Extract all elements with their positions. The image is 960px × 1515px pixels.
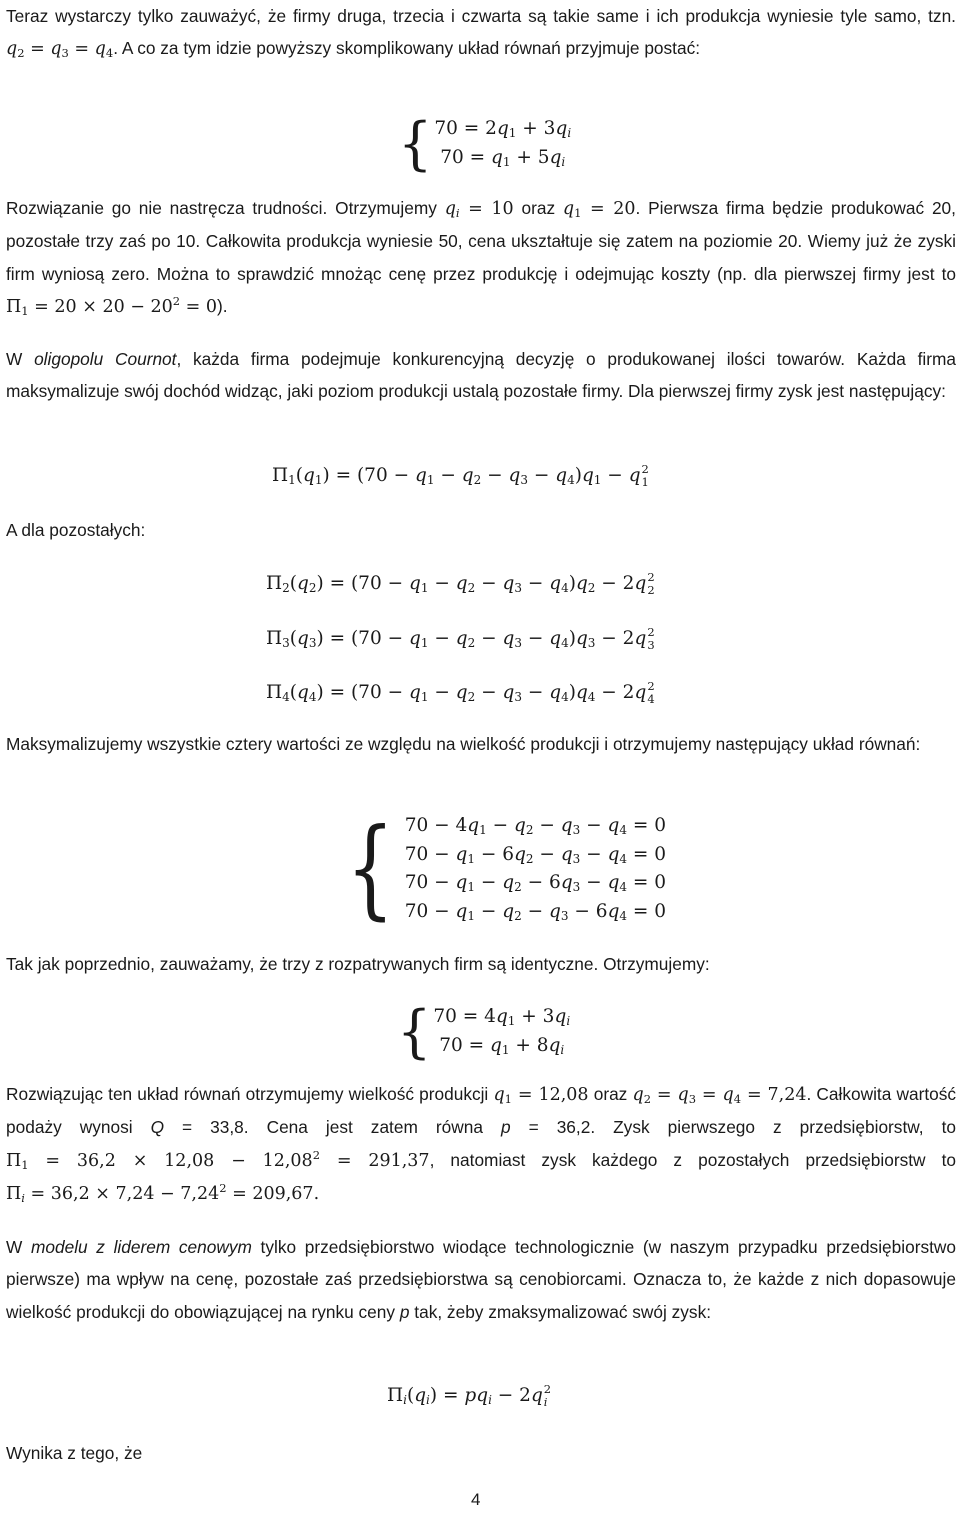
label-for-others: A dla pozostałych: (6, 520, 146, 540)
paragraph-firms-equal: Teraz wystarczy tylko zauważyć, że firmy druga, trzecia i czwarta są takie same i ich produkcja wyniesie tyle samo, tzn. $q_2 = q_3 = q_4$. A co za tym idzie powyższy skomplikowany układ równań przyjmuje postać: (6, 6, 956, 61)
equation-profit-first: $\Pi_1 = 36,2 \times 12,08 - 12,08^2 = 291,37$ (6, 1147, 430, 1172)
paragraph-cournot: W oligopolu Cournot, każda firma podejmuje konkurencyjną decyzję o produkowanej ilości towarów. Każda firma maksymalizuje swój dochód widząc, jaki poziom produkcji ustalą pozostałe firmy. Dla pierwszej firmy zysk jest następujący: (6, 349, 956, 402)
equation-profit-firm-1: $\Pi_1(q_1) = (70 - q_1 - q_2 - q_3 - q_4)q_1 - q$ 2 1 (272, 462, 649, 490)
equation-system-3 (397, 1000, 570, 1063)
equation-profit-1: $\Pi_1 = 20 \times 20 - 20^2 = 0$ (6, 293, 218, 318)
equation-profit-others: $\Pi_i = 36,2 \times 7,24 - 7,24^2 = 209,67$. (6, 1180, 320, 1205)
paragraph-solution-1: Rozwiązanie go nie nastręcza trudności. Otrzymujemy $q_i = 10$ oraz $q_1 = 20$. Pierwsza firma będzie produkować 20, pozostałe trzy zaś po 10. Całkowita produkcja wyniesie 50, cena ukształtuje się zatem na poziomie 20. Wiemy już że zyski firm wyniosą zero. Można to sprawdzić mnożąc cenę przez produkcję i odejmując koszty (np. dla pierwszej firmy jest to $\Pi_1 = 20 \times 20 - 20^2 = 0$). (6, 198, 956, 318)
equation-profit-firm-4: $\Pi_4(q_4) = (70 - q_1 - q_2 - q_3 - q_4)q_4 - 2q$ 2 4 (266, 679, 655, 707)
paragraph-price-leader: W modelu z liderem cenowym tylko przedsiębiorstwo wiodące technologicznie (w naszym przypadku przedsiębiorstwo pierwsze) ma wpływ na cenę, pozostałe zaś przedsiębiorstwa są cenobiorcami. Oznacza to, że każde z nich dopasowuje wielkość produkcji do obowiązującej na rynku ceny p tak, żeby zmaksymalizować swój zysk: (6, 1237, 956, 1322)
system-3-row-1: $70 = 4q_1 + 3q_i$ (433, 1006, 571, 1028)
equation-q1-1208: $q_1 = 12,08$ (493, 1085, 589, 1106)
label-conclusion: Wynika z tego, że (6, 1443, 143, 1463)
equation-q2-q3-q4-724: $q_2 = q_3 = q_4 = 7,24$ (632, 1085, 807, 1106)
equation-profit-follower: $\Pi_i(q_i) = pq_i - 2q$ 2 i (387, 1382, 552, 1410)
system-1-row-2: $70 = q_1 + 5q_i$ (434, 146, 566, 169)
equation-q1-20: $q_1 = 20$ (562, 199, 636, 220)
paragraph-identical-firms: Tak jak poprzednio, zauważamy, że trzy z rozpatrywanych firm są identyczne. Otrzymujemy: (6, 954, 710, 974)
brace-icon: { (346, 806, 395, 931)
equation-qi-10: $q_i = 10$ (444, 199, 514, 220)
system-1-row-1: $70 = 2q_1 + 3q_i$ (434, 118, 572, 140)
brace-icon: { (397, 998, 432, 1065)
system-3-row-2: $70 = q_1 + 8q_i$ (433, 1034, 565, 1057)
equation-system-1 (398, 112, 571, 175)
equation-profit-firm-2: $\Pi_2(q_2) = (70 - q_1 - q_2 - q_3 - q_4)q_2 - 2q$ 2 2 (266, 570, 655, 598)
equation-system-2 (336, 806, 667, 931)
equation-q2-q3-q4: $q_2 = q_3 = q_4$ (6, 39, 114, 61)
system-2-row-3: $70 - q_1 - q_2 - 6q_3 - q_4 = 0$ (404, 872, 667, 894)
paragraph-maximize: Maksymalizujemy wszystkie cztery wartości ze względu na wielkość produkcji i otrzymujemy następujący układ równań: (6, 734, 921, 754)
brace-icon: { (398, 110, 433, 177)
page-number: 4 (471, 1490, 481, 1509)
system-2-row-2: $70 - q_1 - 6q_2 - q_3 - q_4 = 0$ (404, 843, 667, 866)
system-2-row-4: $70 - q_1 - q_2 - q_3 - 6q_4 = 0$ (404, 900, 667, 923)
system-2-row-1: $70 - 4q_1 - q_2 - q_3 - q_4 = 0$ (404, 815, 667, 837)
paragraph-solution-2: Rozwiązując ten układ równań otrzymujemy wielkość produkcji $q_1 = 12,08$ oraz $q_2 = q_3 = q_4 = 7,24$. Całkowita wartość podaży wynosi Q = 33,8. Cena jest zatem równa p = 36,2. Zysk pierwszego z przedsiębiorstw, to $\Pi_1 = 36,2 \times 12,08 - 12,08^2 = 291,37$, natomiast zysk każdego z pozostałych przedsiębiorstw to $\Pi_i = 36,2 \times 7,24 - 7,24^2 = 209,67$. (6, 1084, 957, 1205)
equation-profit-firm-3: $\Pi_3(q_3) = (70 - q_1 - q_2 - q_3 - q_4)q_3 - 2q$ 2 3 (266, 625, 655, 653)
